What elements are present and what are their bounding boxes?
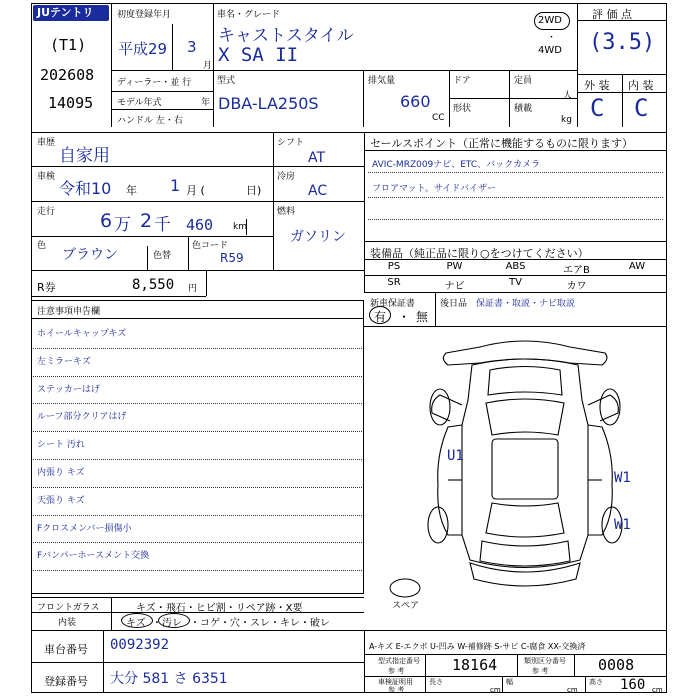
inspection-month: 1	[170, 176, 181, 195]
class-number-value: 0008	[598, 656, 635, 674]
inspection-era: 令和10	[59, 179, 112, 198]
equipment-item: PW	[446, 261, 463, 272]
warranty-yes: 有	[374, 310, 387, 324]
score-int-label: 内 装	[628, 79, 654, 92]
shift-value: AT	[308, 150, 326, 166]
brand-logo	[33, 5, 109, 21]
mileage-man-unit: 万	[114, 215, 131, 235]
glass-label: フロントガラス	[37, 603, 100, 613]
fuel-value: ガソリン	[290, 229, 346, 245]
color-change-label: 色替	[153, 251, 172, 261]
equipment-item: カワ	[566, 281, 587, 292]
capacity-unit: 人	[563, 91, 573, 101]
mileage-rest: 460	[186, 216, 214, 234]
note-item: シート 汚れ	[37, 440, 85, 451]
interior-rest: ・コゲ・穴・スレ・キレ・破レ	[190, 618, 330, 629]
score-int: C	[634, 94, 649, 122]
mileage-man: 6	[100, 210, 113, 232]
equipment-item: AW	[628, 261, 646, 272]
model-year-label: モデル年式	[117, 98, 162, 108]
color-code-label: 色コード	[192, 241, 229, 251]
damage-mark-u1: U1	[447, 448, 464, 464]
glass-values: キズ・飛石・ヒビ割・リペア跡・X要	[136, 603, 303, 614]
chassis-value: 0092392	[110, 637, 170, 653]
mileage-label: 走行	[37, 207, 56, 217]
damage-legend: A-キズ E-エクボ U-凹み W-補修跡 S-サビ C-腐食 XX-交換済	[369, 642, 586, 651]
form-number-label: 型式指定番号	[378, 657, 420, 665]
load-unit: kg	[561, 115, 572, 125]
warranty-label: 新車保証書	[370, 299, 416, 309]
cert-ref: 参 考	[388, 686, 405, 694]
brand-logo-text: JUテントリ	[37, 6, 94, 19]
displacement-label: 排気量	[368, 76, 396, 86]
door-label: ドア	[453, 76, 471, 86]
damage-mark-w1-b: W1	[614, 517, 631, 533]
equipment-item: TV	[509, 277, 522, 288]
damage-mark-w1-a: W1	[614, 470, 631, 486]
spare-tire-icon	[388, 578, 422, 598]
color-value: ブラウン	[62, 247, 118, 263]
equipment-item: PS	[387, 261, 401, 272]
lot-code2: 14095	[48, 94, 94, 112]
notes-label: 注意事項申告欄	[37, 307, 101, 317]
shape-label: 形状	[453, 104, 472, 114]
recycle-unit: 円	[188, 284, 198, 294]
interior-label: 内装	[58, 618, 77, 628]
form-number-ref: 参 考	[388, 667, 405, 675]
history-label: 車歴	[37, 138, 56, 148]
class-number-label: 類別区分番号	[524, 657, 566, 665]
lot-t: (T1)	[50, 36, 87, 54]
ac-value: AC	[308, 183, 328, 199]
note-item: Fバンパーホースメント交換	[37, 551, 150, 562]
capacity-label: 定員	[514, 76, 533, 86]
lot-code1: 202608	[40, 66, 95, 84]
plate-value: 大分 581 さ 6351	[110, 671, 228, 687]
other-items-value: 保証書・取説・ナビ取説	[476, 299, 576, 309]
note-item: 内張り キズ	[37, 468, 85, 478]
history-value: 自家用	[59, 146, 110, 166]
equipment-item: ナビ	[444, 281, 465, 292]
note-item: ホイールキャップキズ	[37, 329, 127, 339]
width-unit: cm	[567, 686, 578, 694]
dealer-label: ディーラー・並 行	[117, 78, 192, 88]
displacement-value: 660	[400, 92, 431, 111]
sales-label: セールスポイント（正常に機能するものに限ります）	[370, 137, 634, 150]
recycle-value: 8,550	[132, 277, 175, 293]
mileage-unit: km	[233, 222, 247, 232]
note-item: Fクロスメンバー損傷小	[37, 523, 132, 534]
type-value: DBA-LA250S	[218, 94, 319, 113]
chassis-label: 車台番号	[44, 643, 88, 656]
height-value: 160	[620, 677, 646, 693]
plate-label: 登録番号	[44, 675, 88, 688]
score-value: (3.5)	[589, 30, 656, 55]
shift-label: シフト	[277, 138, 305, 148]
drive-2wd: 2WD	[538, 15, 562, 26]
width-label: 幅	[506, 678, 513, 686]
length-unit: cm	[490, 686, 501, 694]
interior-kizu: キズ	[126, 618, 146, 629]
warranty-sep: ・	[398, 310, 411, 324]
fuel-label: 燃料	[277, 207, 296, 217]
equipment-label: 装備品（純正品に限り○をつけてください）	[370, 247, 589, 260]
form-number-value: 18164	[452, 656, 498, 674]
score-ext-label: 外 装	[584, 79, 610, 92]
score-label: 評 価 点	[592, 8, 632, 21]
model-year-unit: 年	[201, 98, 211, 108]
inspection-label: 車検	[37, 172, 56, 182]
spare-label: スペア	[392, 601, 420, 611]
note-item: 左ミラーキズ	[37, 356, 91, 367]
model-grade: X SA II	[218, 44, 299, 66]
equipment-item: SR	[387, 277, 401, 288]
handle-label: ハンドル 左・右	[117, 116, 183, 126]
note-item: ステッカーはげ	[37, 384, 100, 395]
other-items-label: 後日品	[440, 299, 468, 309]
type-label: 型式	[217, 76, 236, 86]
mileage-sen-unit: 千	[154, 215, 171, 235]
color-code: R59	[220, 251, 244, 265]
inspection-month-unit: 月 (	[186, 184, 205, 197]
score-ext: C	[590, 94, 605, 122]
interior-dot: ・	[152, 618, 162, 629]
height-label: 高さ	[589, 678, 603, 686]
load-label: 積載	[514, 104, 533, 114]
drive-4wd: 4WD	[538, 45, 562, 56]
displacement-unit: CC	[432, 113, 445, 123]
length-label: 長さ	[429, 678, 443, 686]
sales-item-1: AVIC-MRZ009ナビ、ETC、バックカメラ	[372, 160, 541, 170]
registration-month: 3	[187, 38, 197, 56]
class-number-ref: 参 考	[532, 667, 549, 675]
registration-month-unit: 月	[203, 61, 213, 71]
cert-label: 車検証明用	[378, 678, 413, 686]
color-label: 色	[37, 241, 47, 251]
ac-label: 冷房	[277, 172, 296, 182]
note-item: ルーフ部分クリアはげ	[37, 412, 127, 423]
equipment-item: エアB	[563, 265, 590, 276]
model-label: 車名・グレード	[217, 10, 281, 20]
inspection-year-unit: 年	[126, 184, 137, 197]
inspection-day-unit: 日)	[246, 184, 262, 197]
recycle-label: R券	[37, 281, 56, 294]
warranty-no: 無	[416, 310, 429, 324]
equipment-item: ABS	[505, 261, 526, 272]
sales-item-2: フロアマット、サイドバイザー	[372, 184, 497, 194]
interior-yogore: 汚レ	[162, 618, 182, 629]
note-item: 天張り キズ	[37, 495, 85, 506]
drive-dot: ・	[547, 33, 557, 43]
mileage-sen: 2	[140, 210, 153, 232]
height-unit: cm	[652, 686, 663, 694]
registration-era: 平成29	[118, 40, 168, 58]
car-damage-diagram	[410, 335, 640, 595]
model-name: キャストスタイル	[218, 26, 354, 46]
registration-label: 初度登録年月	[117, 10, 172, 20]
